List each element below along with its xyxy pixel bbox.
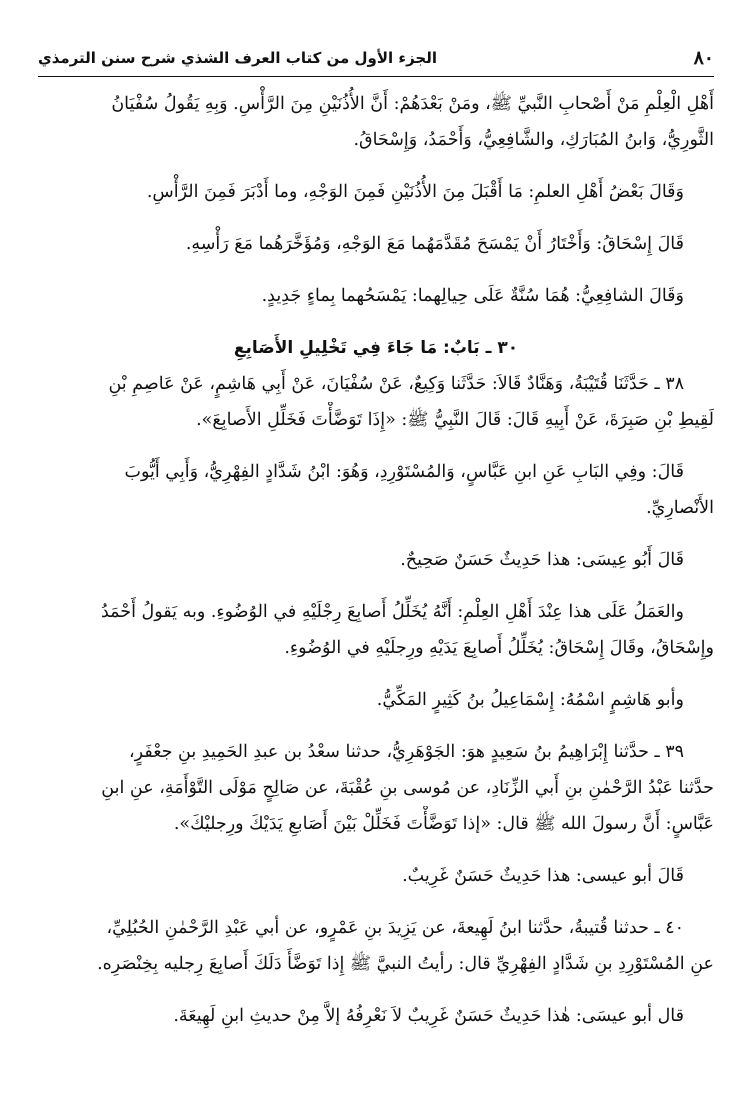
- hadith-line: عَبَّاسٍ: أَنَّ رسولَ الله ﷺ قال: «إذا تَوَضَّأْتَ فَخَلِّلْ بَيْنَ أَصَابعِ يَدَيْكَ ورِجليْكَ».: [173, 814, 714, 834]
- text-line: أَهْلِ الْعِلْمِ مَنْ أَصْحابِ النَّبيِّ ﷺ، ومَنْ بَعْدَهُمْ: أَنَّ الأُذُنَيْنِ مِنَ الرَّأْسِ. وَبِهِ يَقُولُ سُفْيَانُ: [111, 94, 714, 114]
- text-line: قَالَ أبو عيسى: هذا حَدِيثٌ حَسَنٌ غَرِيبٌ.: [402, 866, 684, 886]
- text-line: وَقَالَ بَعْضُ أَهْلِ العلمِ: مَا أَقْبَلَ مِنَ الأُذُنَيْنِ فَمِنَ الوَجْهِ، وما أَدْبَرَ فَمِنَ الرَّأْسِ.: [146, 182, 684, 202]
- hadith-line: ٤٠ ـ حدثنا قُتيبةُ، حدَّثنا ابنُ لَهِيعةَ، عن يَزِيدَ بنِ عَمْرٍو، عن أبي عَبْدِ الرَّحْمٰنِ الحُبُلِيِّ،: [106, 918, 684, 938]
- hadith-line: حدَّثنا عَبْدُ الرَّحْمٰنِ بنِ أَبي الزِّنَادِ، عن مُوسى بنِ عُقْبَةَ، عن صَالِحٍ مَوْلَى التَّوْأَمَةِ، عنِ ابنِ: [101, 778, 714, 798]
- text-line: الأَنْصارِيِّ.: [646, 498, 714, 518]
- text-line: والعَمَلُ عَلَى هذا عِنْدَ أَهْلِ العِلْمِ: أَنَّهُ يُخَلِّلُ أَصابِعَ رِجْلَيْهِ في الوُضُوءِ. وبه يَقولُ أَحْمَدُ: [101, 602, 684, 622]
- running-title: الجزء الأول من كتاب العرف الشذي شرح سنن الترمذي: [38, 49, 437, 67]
- text-line: قَالَ إِسْحَاقُ: وَأَخْتَارُ أَنْ يَمْسَحَ مُقَدَّمَهُما مَعَ الوَجْهِ، وَمُؤَخَّرَهُما مَعَ رَأْسِهِ.: [185, 234, 684, 254]
- hadith-line: عنِ المُسْتَوْرِدِ بنِ شَدَّادٍ الفِهْرِيِّ قال: رأيتُ النبيَّ ﷺ إِذا تَوَضَّأَ دَلَكَ أَصابِعَ رِجليه بِخِنْصَرِه.: [97, 954, 714, 974]
- page-number: ٨٠: [693, 47, 714, 69]
- chapter-heading: ٣٠ ـ بَابٌ: مَا جَاءَ فِي تَخْلِيلِ الأَصَابِعِ: [233, 338, 519, 358]
- text-line: قال أبو عيسَى: هٰذا حَدِيثٌ حَسَنٌ غَرِيبٌ لاَ نَعْرِفُهُ إلاَّ مِنْ حديثِ ابنِ لَهِيعَةَ.: [173, 1006, 684, 1026]
- text-line: وَقَالَ الشافِعِيُّ: هُمَا سُنَّةٌ عَلَى حِيالِهما: يَمْسَحُهما بِماءٍ جَدِيدٍ.: [261, 286, 684, 306]
- text-line: الثَّورِيُّ، وَابنُ المُبَارَكِ، والشَّافِعِيُّ، وَأَحْمَدُ، وَإِسْحَاقُ.: [353, 130, 714, 150]
- text-line: وأبو هَاشِمٍ اسْمُهُ: إِسْمَاعِيلُ بنُ كَثِيرٍ المَكِّيُّ.: [376, 690, 684, 710]
- hadith-line: ٣٩ ـ حدَّثنا إِبْرَاهِيمُ بنُ سَعِيدٍ هوَ: الجَوْهَرِيُّ، حدثنا سعْدُ بن عبدِ الحَمِيدِ بنِ جعْفَرٍ،: [129, 742, 684, 762]
- text-line: وإِسْحَاقُ، وقَالَ إِسْحَاقُ: يُخَلِّلُ أَصابِعَ يَدَيْهِ ورِجلَيْهِ في الوُضُوءِ.: [284, 638, 714, 658]
- page-body: [38, 86, 714, 1034]
- hadith-line: لَقِيطِ بْنِ صَبِرَةَ، عَنْ أَبِيهِ قَالَ: قَالَ النَّبِيُّ ﷺ: «إِذَا تَوَضَّأْتَ فَخَلِّلِ الأَصابِعَ».: [196, 410, 714, 430]
- hadith-line: ٣٨ ـ حَدَّثَنَا قُتَيْبَةُ، وَهَنَّادٌ قَالاَ: حَدَّثَنا وَكِيعٌ، عَنْ سُفْيَانَ، عَنْ أَبِي هَاشِمٍ، عَنْ عَاصِمِ بْنِ: [108, 374, 684, 394]
- page-header: [38, 40, 714, 77]
- text-line: قَالَ أَبُو عِيسَى: هذا حَدِيثٌ حَسَنٌ صَحِيحٌ.: [400, 550, 684, 570]
- text-line: قَالَ: وفِي البَابِ عَنِ ابنِ عَبَّاسٍ، وَالمُسْتَوْرِدِ، وَهُوَ: ابْنُ شَدَّادٍ الفِهْرِيُّ، وَأَبِي أَيُّوبَ: [124, 462, 684, 482]
